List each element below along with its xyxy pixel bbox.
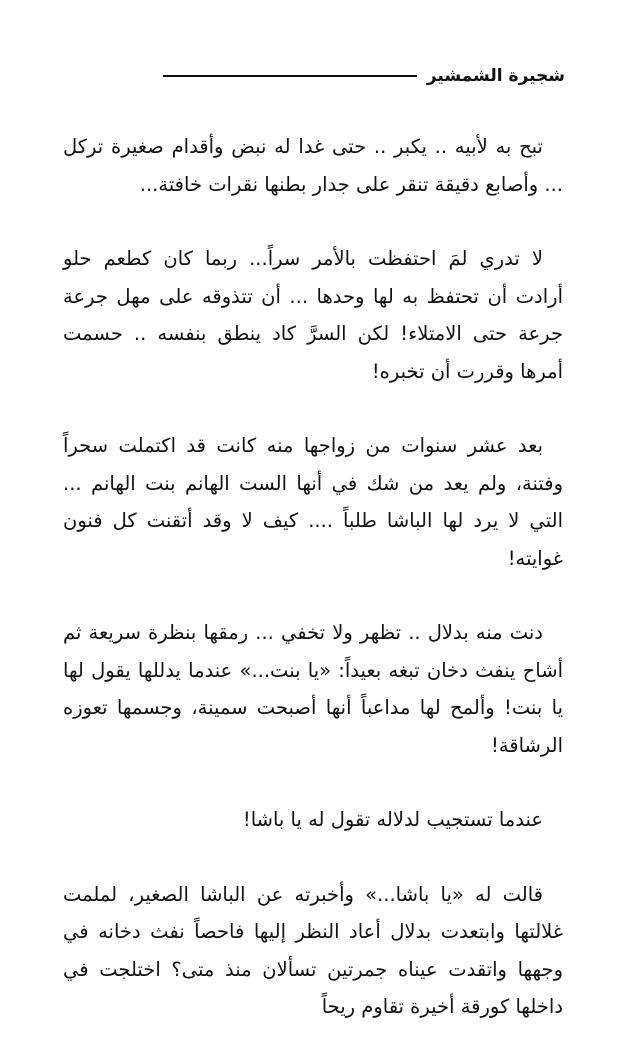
paragraph: بعد عشر سنوات من زواجها منه كانت قد اكتملت سحراً وفتنة، ولم يعد من شك في أنها الست الهانم بنت الهانم ... التي لا يرد لها الباشا طلباً .... كيف لا وقد أتقنت كل فنون غوايته! [63,434,563,570]
running-header [163,62,565,90]
book-title: شجيرة الشمشير [426,66,565,86]
paragraph: لا تدري لمَ احتفظت بالأمر سراً... ربما كان كطعم حلو أرادت أن تحتفظ به لها وحدها ... أن تتذوقه على مهل جرعة جرعة حتى الامتلاء! لكن السرَّ كاد ينطق بنفسه .. حسمت أمرها وقررت أن تخبره! [63,247,563,383]
paragraph: دنت منه بدلال .. تظهر ولا تخفي ... رمقها بنظرة سريعة ثم أشاح ينفث دخان تبغه بعيداً: «يا بنت...» عندما يدللها يقول لها يا بنت! وألمح لها مداعباً أنها أصبحت سمينة، وجسمها تعوزه الرشاقة! [63,621,563,757]
page-body [63,128,563,1026]
paragraph: عندما تستجيب لدلاله تقول له يا باشا! [242,808,543,831]
paragraph: قالت له «يا باشا...» وأخبرته عن الباشا الصغير، لملمت غلالتها وابتعدت بدلال أعاد النظر إليها فاحصاً نفث دخانه في وجهها واتقدت عيناه جمرتين تسألان منذ متى؟ اختلجت في داخلها كورقة أخيرة تقاوم ريحاً [63,882,563,1018]
paragraph: تبح به لأبيه .. يكبر .. حتى غدا له نبض وأقدام صغيرة تركل ... وأصابع دقيقة تنقر على جدار بطنها نقرات خافتة... [63,135,563,196]
header-rule [163,75,417,77]
